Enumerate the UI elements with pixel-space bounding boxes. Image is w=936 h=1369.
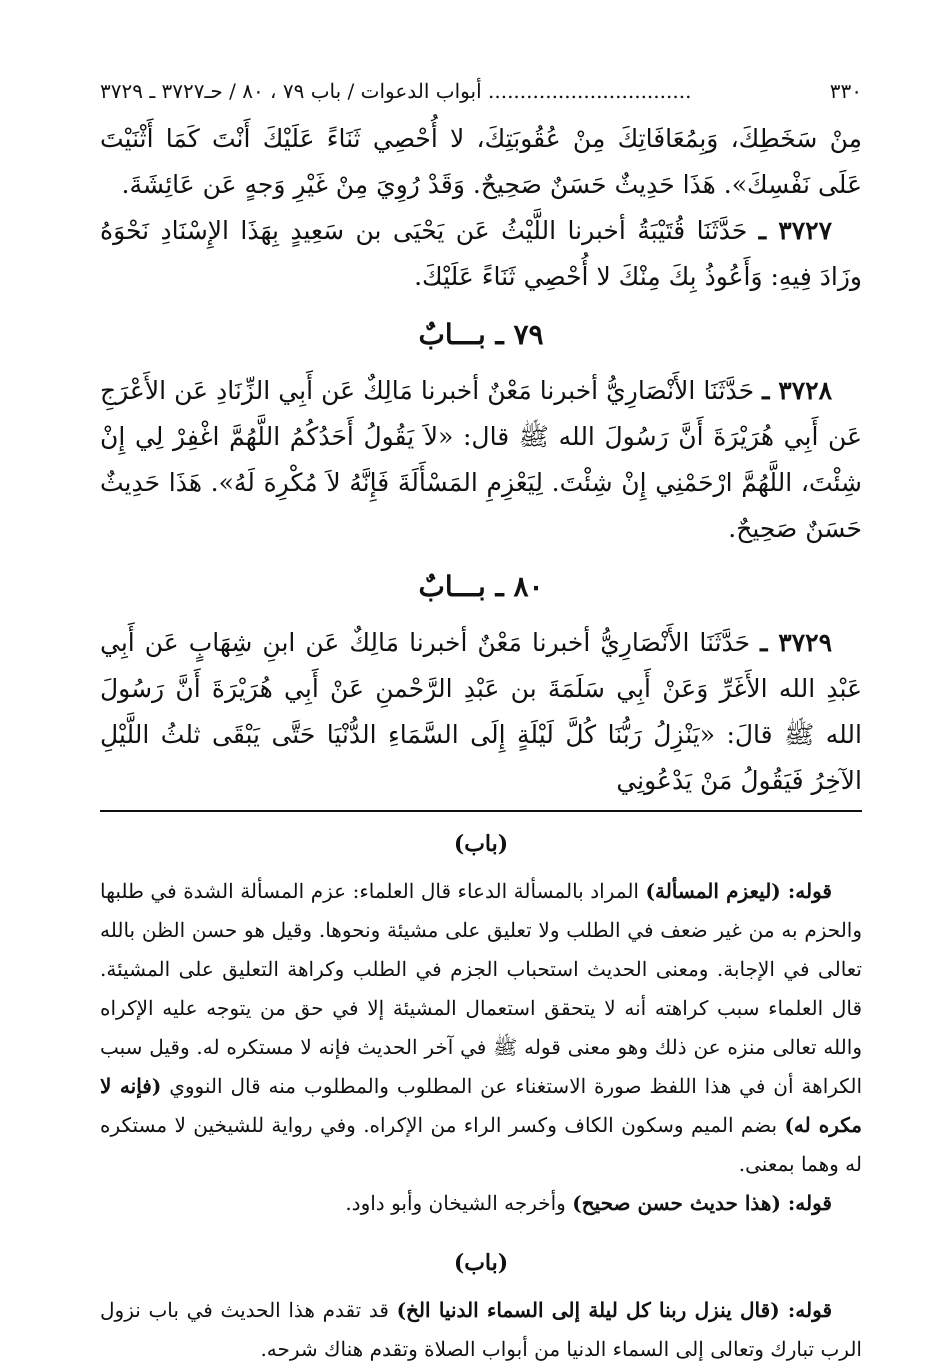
commentary-text: وأخرجه الشيخان وأبو داود. — [345, 1191, 573, 1215]
commentary-paragraph — [100, 1291, 862, 1369]
hadith-number: ٣٧٢٨ ـ — [762, 376, 832, 405]
commentary-label: قوله: (قال ينزل ربنا كل ليلة إلى السماء الدنيا الخ) — [396, 1298, 833, 1322]
commentary-paragraph — [100, 872, 862, 1184]
commentary-label: قوله: (هذا حديث حسن صحيح) — [572, 1191, 832, 1215]
hadith-3728 — [100, 368, 862, 552]
running-head-title: أبواب الدعوات / باب ٧٩ ، ٨٠ / حـ٣٧٢٧ ـ ٣٧٢٩ — [100, 79, 482, 103]
footnote-divider — [100, 810, 862, 812]
commentary-section — [100, 824, 862, 1369]
commentary-heading: (باب) — [453, 831, 509, 857]
chapter-heading-79: ٧٩ ـ بـــابٌ — [418, 318, 544, 351]
spacer — [100, 1223, 862, 1241]
chapter-heading-80: ٨٠ ـ بـــابٌ — [418, 570, 544, 603]
hadith-3727 — [100, 208, 862, 300]
hadith-text: حَدَّثَنَا قُتَيْبَةُ أخبرنا اللَّيْثُ عَن يَحْيَى بن سَعِيدٍ بِهَذَا الإِسْنَادِ نَحْوَهُ وزَادَ فِيهِ: وَأَعُوذُ بِكَ مِنْكَ لا أُحْصِي ثَنَاءً عَلَيْكَ. — [100, 216, 862, 291]
commentary-label: قوله: (ليعزم المسألة) — [645, 879, 832, 903]
hadith-3729 — [100, 620, 862, 804]
continuation-paragraph: مِنْ سَخَطِكَ، وَبِمُعَافَاتِكَ مِنْ عُقُوبَتِكَ، لا أُحْصِي ثَنَاءً عَلَيْكَ أَنْتَ كَمَا أَثْنَيْتَ عَلَى نَفْسِكَ». هَذَا حَدِيثٌ حَسَنٌ صَحِيحٌ. وَقَدْ رُوِيَ مِنْ غَيْرِ وَجهٍ عَن عَائِشَةَ. — [100, 124, 862, 199]
page-number: ٣٣٠ — [829, 79, 862, 103]
commentary-text: بضم الميم وسكون الكاف وكسر الراء من الإكراه. وفي رواية للشيخين لا مستكره له وهما بمعنى. — [100, 1113, 862, 1176]
commentary-quote: (فإنه لا مكره له) — [100, 1074, 862, 1137]
hadith-number: ٣٧٢٩ ـ — [760, 628, 833, 657]
running-head-dots: ................................ — [488, 79, 692, 103]
hadith-text: حَدَّثَنَا الأَنْصَارِيُّ أخبرنا مَعْنٌ أخبرنا مَالِكٌ عَن أَبِي الزِّنَادِ عَن الأَعْرَجِ عَن أَبِي هُرَيْرَةَ أَنَّ رَسُولَ الله ﷺ قال: «لاَ يَقُولُ أَحَدُكُمُ اللَّهُمَّ اغْفِرْ لِي إِنْ شِئْتَ، اللَّهُمَّ ارْحَمْنِي إِنْ شِئْتَ. لِيَعْزِمِ المَسْأَلَةَ فَإِنَّهُ لاَ مُكْرِهَ لَهُ». هَذَا حَدِيثٌ حَسَنٌ صَحِيحٌ. — [100, 376, 862, 543]
running-head-title-group — [100, 78, 691, 104]
commentary-text: قد تقدم هذا الحديث في باب نزول الرب تبارك وتعالى إلى السماء الدنيا من أبواب الصلاة وتقدم هناك شرحه. — [100, 1298, 862, 1361]
hadith-text: حَدَّثَنَا الأَنْصَارِيُّ أخبرنا مَعْنٌ أخبرنا مَالِكٌ عَن ابنِ شِهَابٍ عَن أَبِي عَبْدِ الله الأَغَرِّ وَعَنْ أَبِي سَلَمَةَ بن عَبْدِ الرَّحْمنِ عَنْ أَبِي هُرَيْرَةَ أَنَّ رَسُولَ الله ﷺ قالَ: «يَنْزِلُ رَبُّنَا كُلَّ لَيْلَةٍ إِلَى السَّمَاءِ الدُّنْيَا حَتَّى يَبْقَى ثلثُ اللَّيْلِ الآخِرُ فَيَقُولُ مَنْ يَدْعُونِي — [100, 628, 862, 795]
running-head — [100, 78, 862, 116]
commentary-paragraph — [100, 1184, 862, 1223]
main-text — [100, 116, 862, 804]
commentary-text: المراد بالمسألة الدعاء قال العلماء: عزم المسألة الشدة في طلبها والحزم به من غير ضعف في الطلب ولا تعليق على مشيئة ونحوها. وقيل هو حسن الظن بالله تعالى في الإجابة. ومعنى الحديث استحباب الجزم في الطلب وكراهة التعليق على المشيئة. قال العلماء سبب كراهته أنه لا يتحقق استعمال المشيئة إلا في حق من يتوجه عليه الإكراه والله تعالى منزه عن ذلك وهو معنى قوله ﷺ في آخر الحديث فإنه لا مستكره له. وقيل سبب الكراهة أن في هذا اللفظ صورة الاستغناء عن المطلوب والمطلوب منه قال النووي — [100, 879, 862, 1098]
hadith-number: ٣٧٢٧ ـ — [758, 216, 833, 245]
commentary-heading: (باب) — [453, 1250, 509, 1276]
book-page — [100, 78, 862, 1369]
